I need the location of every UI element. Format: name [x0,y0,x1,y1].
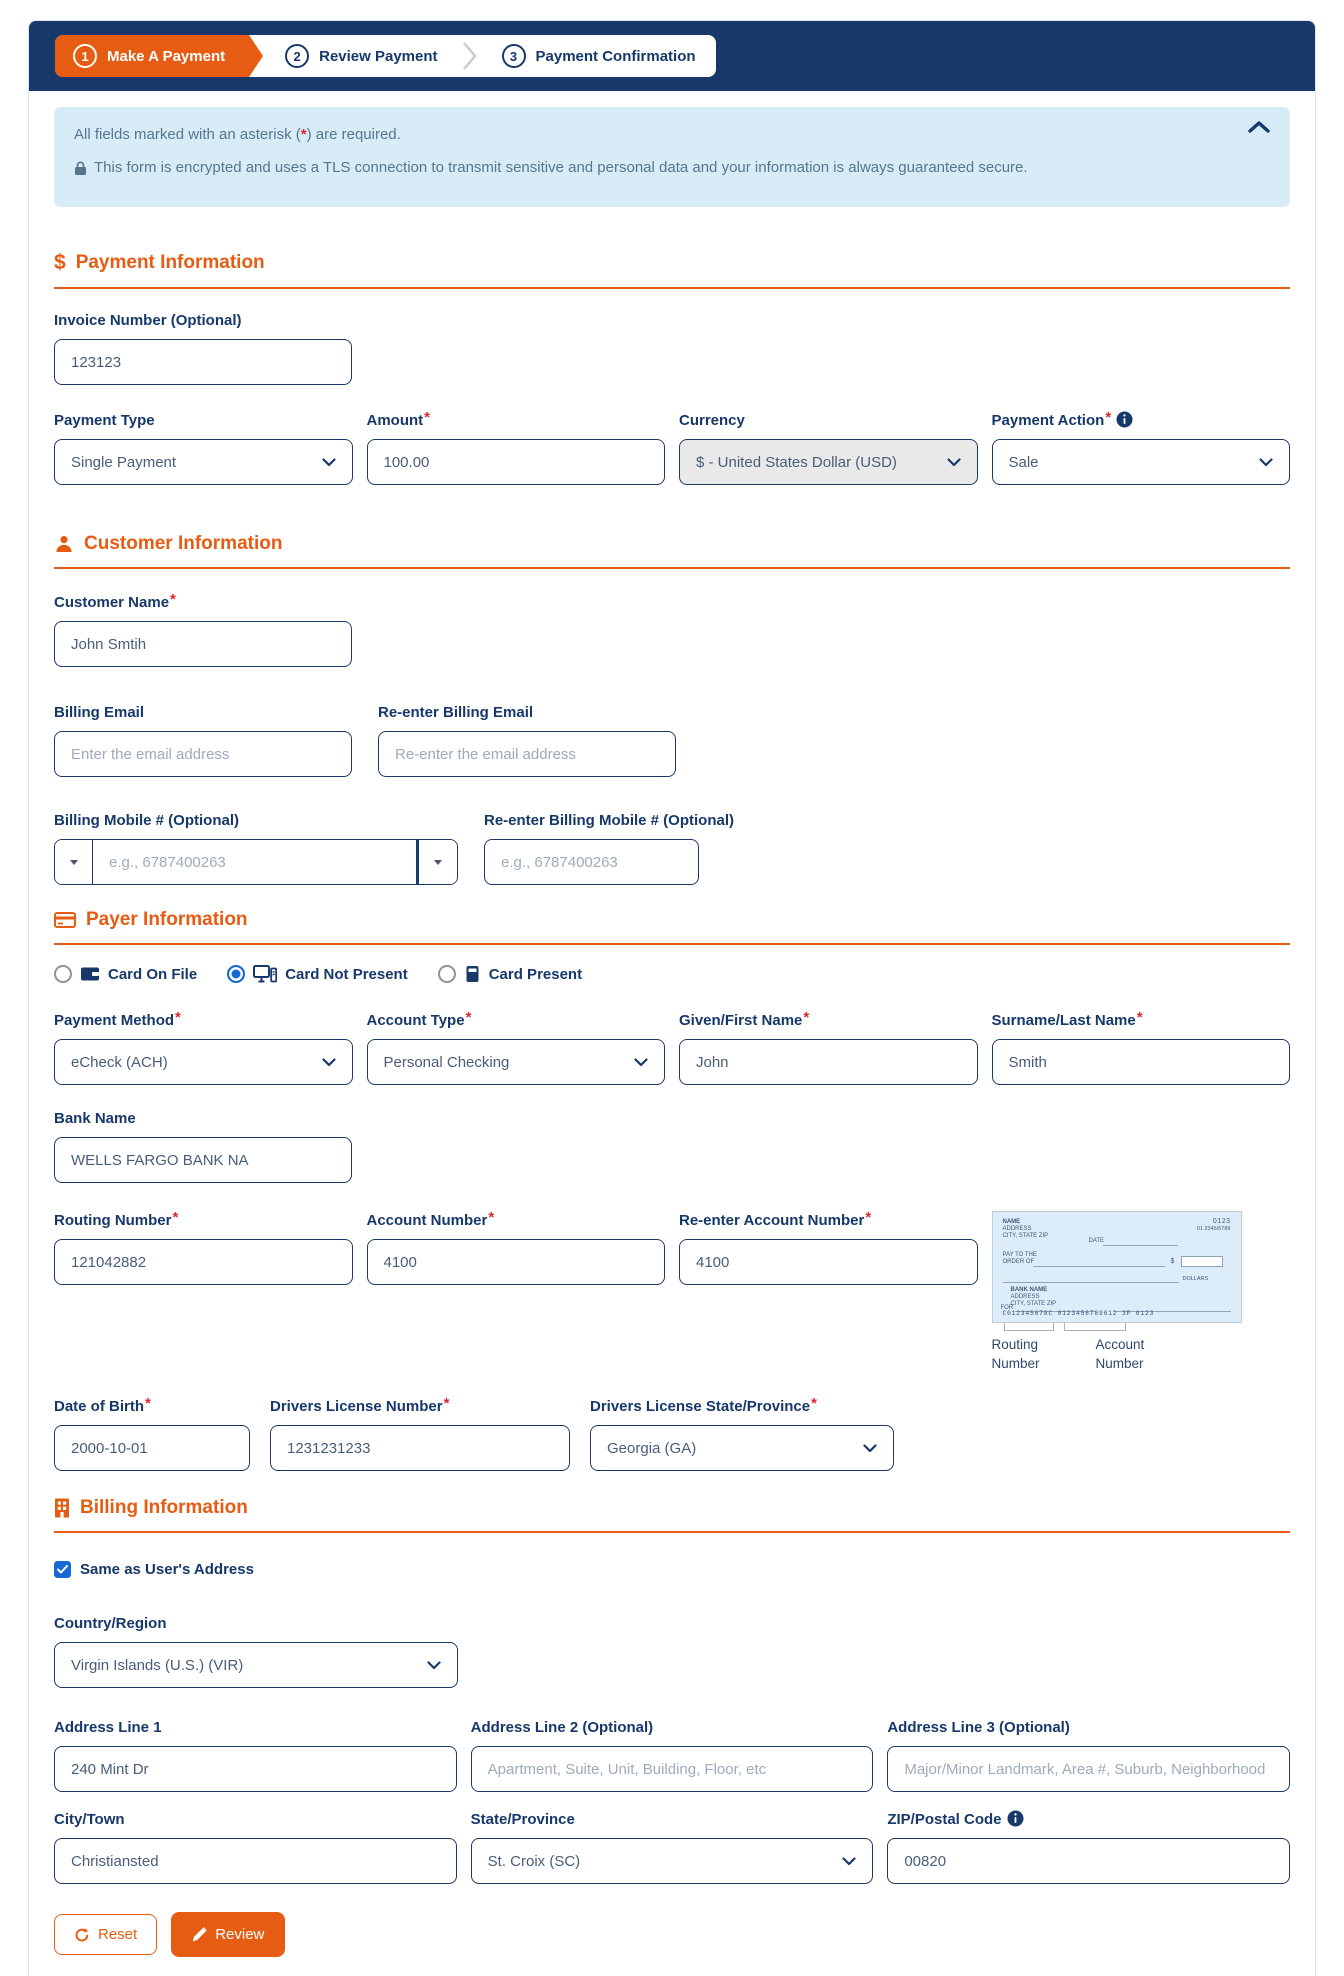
address1-input[interactable] [54,1746,457,1792]
last-name-input[interactable] [992,1039,1291,1085]
chevron-down-icon [863,1444,877,1453]
reenter-account-number-field [679,1211,978,1373]
required-asterisk: * [145,1395,151,1412]
reenter-billing-mobile-field [484,811,734,885]
chevron-down-icon [634,1058,648,1067]
account-type-field [367,1011,666,1085]
chevron-up-icon[interactable] [1248,120,1270,133]
check-icon [57,1565,68,1574]
wallet-icon [80,966,100,982]
payment-method-label: Payment Method* [54,1009,181,1029]
check-sample-figure [992,1211,1291,1373]
billing-information-title: Billing Information [80,1497,248,1518]
check-sample-image: NAME ADDRESS CITY, STATE ZIP 0123 01 2345/6789 DATE PAY TO THE ORDER OF $ DOLLARS BANK NAME ADDRESS CITY, STATE ZIP FOR C012345678C 0123456789012 3P 0123 [992,1211,1242,1323]
step-1-label: Make A Payment [107,47,226,65]
payment-type-field [54,411,353,485]
step-make-a-payment[interactable] [55,35,249,77]
reenter-account-number-label: Re-enter Account Number* [679,1209,872,1229]
lock-icon [74,161,87,176]
required-asterisk: * [1105,409,1112,426]
info-icon[interactable] [1116,411,1133,428]
first-name-field [679,1011,978,1085]
required-asterisk: * [1136,1009,1143,1026]
address2-field [471,1718,874,1792]
pencil-icon [192,1927,207,1942]
required-asterisk: * [172,1209,179,1226]
zip-label: ZIP/Postal Code [887,1810,1290,1830]
city-field [54,1810,457,1884]
billing-email-field [54,703,352,777]
required-fields-notice: All fields marked with an asterisk (*) are required. [74,126,401,143]
required-asterisk: * [811,1395,817,1412]
required-asterisk: * [424,409,430,426]
address1-field [54,1718,457,1792]
form-actions [54,1912,1290,1957]
dob-field [54,1397,250,1471]
address2-label: Address Line 2 (Optional) [470,1719,654,1736]
customer-name-input[interactable] [54,621,352,667]
account-type-select[interactable]: Personal Checking [367,1039,666,1085]
dl-number-label: Drivers License Number* [270,1395,450,1415]
reenter-account-number-input[interactable] [679,1239,978,1285]
account-number-field [367,1211,666,1373]
address1-label: Address Line 1 [54,1719,162,1736]
billing-mobile-group [54,839,458,885]
card-mode-radio-group [54,965,1290,983]
reenter-billing-mobile-input[interactable] [484,839,699,885]
form-card [28,20,1316,1976]
radio-card-on-file[interactable] [54,965,197,983]
radio-button[interactable] [54,965,72,983]
caret-down-icon [434,860,442,865]
phone-format-select[interactable] [419,840,457,884]
invoice-number-input[interactable] [54,339,352,385]
routing-number-label: Routing Number* [54,1209,179,1229]
payment-action-label: Payment Action* [992,411,1291,431]
chevron-down-icon [322,1058,336,1067]
first-name-input[interactable] [679,1039,978,1085]
step-payment-confirmation[interactable] [482,35,716,77]
address2-input[interactable] [471,1746,874,1792]
bank-name-field [54,1109,1290,1183]
customer-information-header [54,533,1290,569]
step-2-number: 2 [285,44,309,68]
step-3-label: Payment Confirmation [535,47,696,65]
checkbox-label: Same as User's Address [80,1561,254,1578]
payer-information-header [54,909,1290,945]
check-brackets [992,1323,1242,1332]
payment-method-select[interactable]: eCheck (ACH) [54,1039,353,1085]
radio-label: Card Present [488,965,583,983]
dl-state-label: Drivers License State/Province* [590,1395,817,1415]
required-asterisk: * [465,1009,472,1026]
radio-label: Card Not Present [285,965,408,983]
address3-input[interactable] [887,1746,1290,1792]
required-asterisk: * [443,1395,450,1412]
reenter-billing-email-input[interactable] [378,731,676,777]
secure-connection-notice: This form is encrypted and uses a TLS connection to transmit sensitive and personal data and your information is always guaranteed secure. [74,157,1230,179]
city-input[interactable] [54,1838,457,1884]
checkbox-checked[interactable] [54,1561,71,1578]
payment-action-select[interactable]: Sale [992,439,1291,485]
dl-number-field [270,1397,570,1471]
radio-button-selected[interactable] [227,965,245,983]
step-3-number: 3 [502,44,526,68]
currency-select: $ - United States Dollar (USD) [679,439,978,485]
payer-information-title: Payer Information [86,909,248,930]
reset-icon [74,1927,90,1943]
city-state-zip-row [54,1810,1290,1884]
identity-row [54,1397,1290,1471]
dollar-icon: $ [54,251,66,274]
form-content [29,107,1315,1976]
currency-field [679,411,978,485]
info-banner [54,107,1290,207]
payment-details-row [54,411,1290,485]
payment-information-header [54,251,1290,289]
person-icon [54,534,74,554]
state-field [471,1810,874,1884]
billing-mobile-input[interactable] [93,840,416,884]
stepper [55,35,716,77]
chevron-down-icon [1259,458,1273,467]
stepper-bar [29,21,1315,91]
radio-button[interactable] [438,965,456,983]
payment-method-field [54,1011,353,1085]
billing-email-label: Billing Email [54,704,145,721]
credit-card-icon [54,911,76,929]
customer-name-field [54,593,1290,667]
billing-mobile-field [54,811,458,885]
same-as-user-address-option[interactable] [54,1561,1290,1578]
step-review-payment[interactable] [265,35,457,77]
customer-name-label: Customer Name* [54,591,176,611]
reenter-billing-email-label: Re-enter Billing Email [378,704,534,721]
dob-label: Date of Birth* [54,1395,151,1415]
address-row [54,1718,1290,1792]
building-icon [54,1498,70,1518]
asterisk: * [300,126,307,143]
routing-number-figure-label: Routing Number [991,1337,1040,1371]
billing-email-row [54,703,1290,777]
caret-down-icon [70,860,78,865]
dob-input[interactable] [54,1425,250,1471]
billing-mobile-label: Billing Mobile # (Optional) [54,812,239,829]
address3-label: Address Line 3 (Optional) [887,1719,1070,1736]
amount-field [367,411,666,485]
country-code-select[interactable] [55,840,93,884]
zip-field [887,1810,1290,1884]
amount-input[interactable] [367,439,666,485]
country-field [54,1614,1290,1688]
bank-name-input[interactable] [54,1137,352,1183]
first-name-label: Given/First Name* [679,1009,810,1029]
monitor-card-icon [253,965,277,983]
payer-details-row [54,1011,1290,1085]
payment-information-title: Payment Information [75,252,265,273]
state-select[interactable]: St. Croix (SC) [471,1838,874,1884]
payment-action-field [992,411,1291,485]
address3-field [887,1718,1290,1792]
account-number-figure-label: Account Number [1095,1337,1145,1371]
routing-number-field [54,1211,353,1373]
customer-information-title: Customer Information [84,533,283,554]
required-asterisk: * [170,591,176,608]
required-asterisk: * [865,1209,872,1226]
chevron-down-icon [947,458,961,467]
account-number-input[interactable] [367,1239,666,1285]
last-name-label: Surname/Last Name* [991,1009,1143,1029]
required-asterisk: * [803,1009,810,1026]
account-type-label: Account Type* [366,1009,472,1029]
chevron-down-icon [322,458,336,467]
step-2-label: Review Payment [319,47,438,65]
required-asterisk: * [175,1009,181,1026]
payment-type-label: Payment Type [54,412,155,429]
country-select[interactable]: Virgin Islands (U.S.) (VIR) [54,1642,458,1688]
zip-input[interactable] [887,1838,1290,1884]
chevron-down-icon [427,1661,441,1670]
invoice-number-label: Invoice Number (Optional) [54,312,242,329]
billing-information-header [54,1497,1290,1533]
step-separator-chevron-icon [462,41,478,71]
radio-label: Card On File [108,965,198,983]
country-label: Country/Region [54,1615,167,1632]
step-1-number: 1 [73,44,97,68]
chevron-down-icon [842,1857,856,1866]
dl-state-select[interactable]: Georgia (GA) [590,1425,894,1471]
bank-name-label: Bank Name [54,1110,136,1127]
reenter-billing-email-field [378,703,676,777]
invoice-number-field [54,311,1290,385]
city-label: City/Town [54,1811,125,1828]
amount-label: Amount* [366,409,430,429]
dl-number-input[interactable] [270,1425,570,1471]
info-icon[interactable] [1007,1810,1024,1827]
account-number-label: Account Number* [366,1209,495,1229]
pos-terminal-icon [464,965,481,983]
radio-card-not-present[interactable] [227,965,408,983]
radio-card-present[interactable] [438,965,582,983]
routing-number-input[interactable] [54,1239,353,1285]
reenter-billing-mobile-label: Re-enter Billing Mobile # (Optional) [484,812,735,829]
billing-mobile-row [54,811,1290,885]
state-label: State/Province [470,1811,575,1828]
last-name-field [992,1011,1291,1085]
micr-line: C012345678C 0123456789012 3P 0123 [1002,1310,1155,1317]
required-asterisk: * [488,1209,495,1226]
bank-numbers-row [54,1211,1290,1373]
currency-label: Currency [679,412,745,429]
reset-button[interactable]: Reset [54,1914,157,1955]
review-button[interactable]: Review [171,1912,285,1957]
billing-email-input[interactable] [54,731,352,777]
dl-state-field [590,1397,894,1471]
payment-type-select[interactable]: Single Payment [54,439,353,485]
